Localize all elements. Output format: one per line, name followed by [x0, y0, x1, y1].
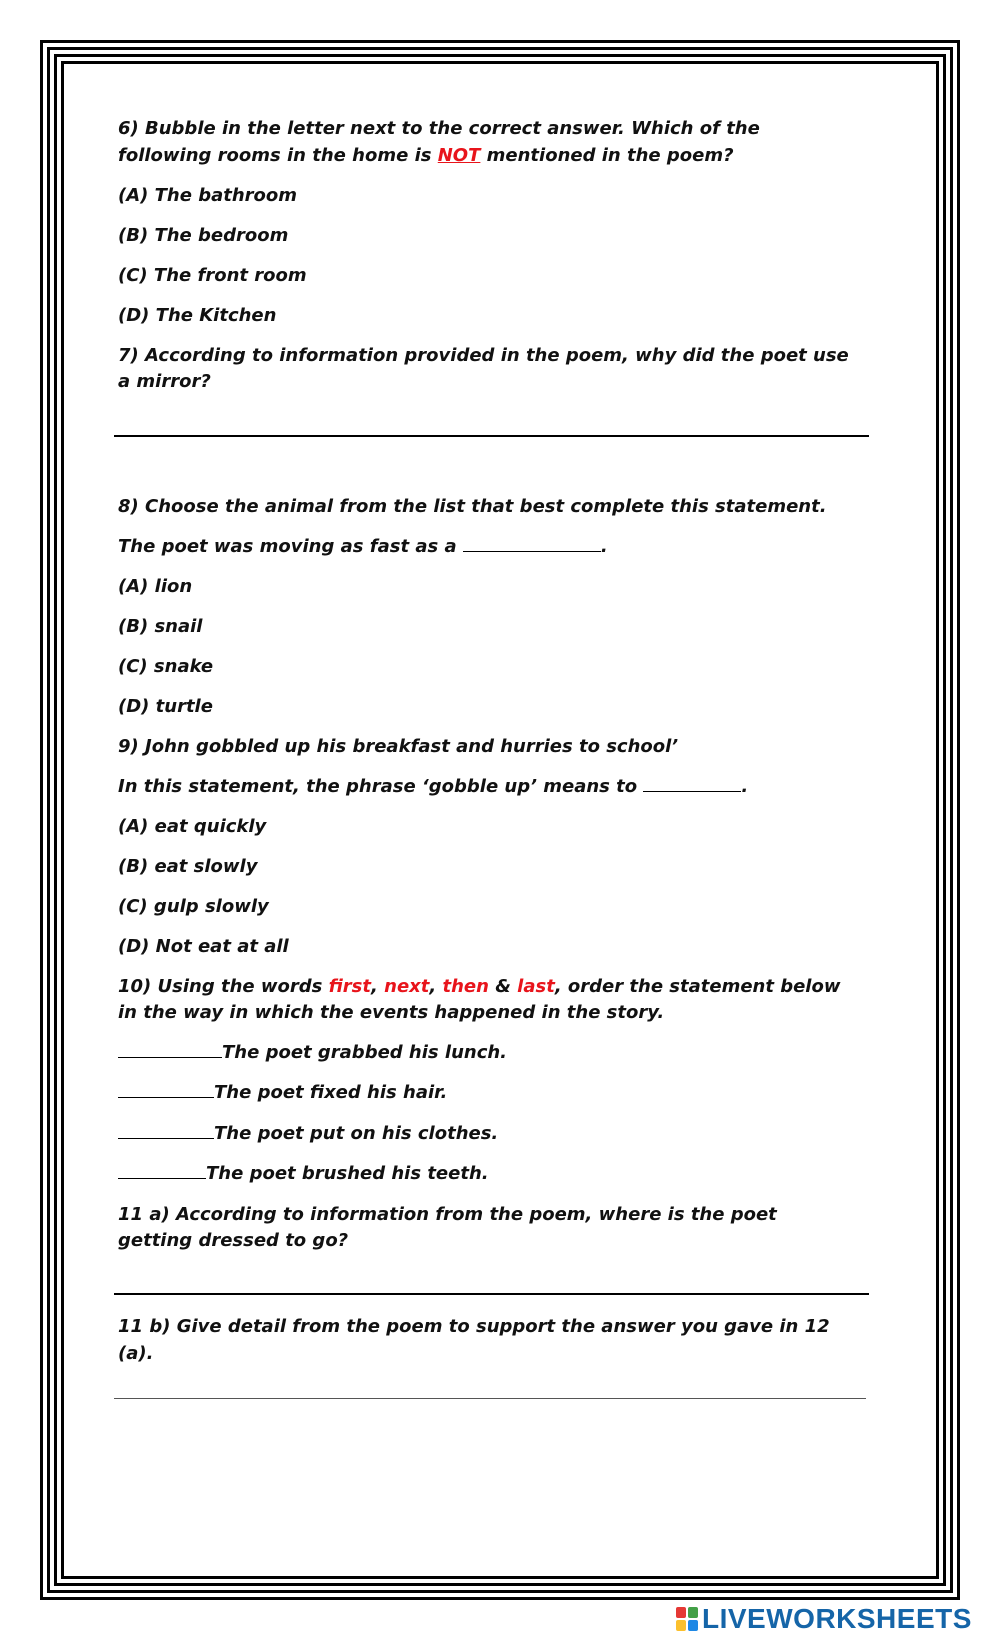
q7-prompt-line2: a mirror? [118, 371, 211, 392]
word-then: then [442, 976, 489, 997]
q8-blank[interactable] [463, 535, 601, 552]
q10-prompt-line2: in the way in which the events happened in the story. [118, 1002, 665, 1023]
q6-option-d[interactable]: (D) The Kitchen [118, 305, 277, 326]
q11b-answer-line[interactable] [114, 1398, 866, 1399]
q8-option-a[interactable]: (A) lion [118, 576, 193, 597]
q6-option-c[interactable]: (C) The front room [118, 265, 307, 286]
q8-option-d[interactable]: (D) turtle [118, 696, 213, 717]
q10-blank-3[interactable] [118, 1122, 214, 1139]
q10-blank-2[interactable] [118, 1081, 214, 1098]
brand-name: LIVEWORKSHEETS [702, 1603, 972, 1634]
q10-statement-4: The poet brushed his teeth. [118, 1160, 489, 1187]
word-next: next [384, 976, 430, 997]
q10-statement-3: The poet put on his clothes. [118, 1120, 498, 1147]
q10-prompt-line1: 10) Using the words first, next, then & last, order the statement below [118, 976, 841, 997]
q9-option-d[interactable]: (D) Not eat at all [118, 936, 289, 957]
q8-prompt: 8) Choose the animal from the list that best complete this statement. [118, 496, 827, 517]
word-first: first [328, 976, 372, 997]
q8-option-b[interactable]: (B) snail [118, 616, 203, 637]
q9-statement: In this statement, the phrase ‘gobble up’ means to . [118, 776, 749, 797]
q11a-prompt-line1: 11 a) According to information from the poem, where is the poet [118, 1204, 777, 1225]
q8-statement: The poet was moving as fast as a . [118, 536, 608, 557]
q7-prompt-line1: 7) According to information provided in the poem, why did the poet use [118, 345, 849, 366]
q10-blank-1[interactable] [118, 1041, 222, 1058]
liveworksheets-logo [676, 1603, 972, 1635]
q6-option-b[interactable]: (B) The bedroom [118, 225, 289, 246]
q10-statement-2: The poet fixed his hair. [118, 1079, 447, 1106]
q9-prompt: 9) John gobbled up his breakfast and hurries to school’ [118, 736, 679, 757]
q11a-answer-line[interactable] [114, 1293, 869, 1295]
q10-statement-1: The poet grabbed his lunch. [118, 1039, 507, 1066]
q6-option-a[interactable]: (A) The bathroom [118, 185, 298, 206]
q9-blank[interactable] [643, 775, 741, 792]
not-emphasis: NOT [437, 145, 481, 166]
q11b-prompt-line1: 11 b) Give detail from the poem to support the answer you gave in 12 [118, 1316, 830, 1337]
q10-blank-4[interactable] [118, 1162, 206, 1179]
q11b-prompt-line2: (a). [118, 1343, 154, 1364]
q6-prompt-line2: following rooms in the home is NOT mentioned in the poem? [118, 145, 734, 166]
q11a-prompt-line2: getting dressed to go? [118, 1230, 349, 1251]
q9-option-a[interactable]: (A) eat quickly [118, 816, 267, 837]
q9-option-c[interactable]: (C) gulp slowly [118, 896, 269, 917]
word-last: last [517, 976, 555, 997]
q6-prompt-line1: 6) Bubble in the letter next to the correct answer. Which of the [118, 118, 760, 139]
q7-answer-line[interactable] [114, 435, 869, 437]
brand-blocks-icon [676, 1607, 698, 1631]
q8-option-c[interactable]: (C) snake [118, 656, 214, 677]
q9-option-b[interactable]: (B) eat slowly [118, 856, 258, 877]
